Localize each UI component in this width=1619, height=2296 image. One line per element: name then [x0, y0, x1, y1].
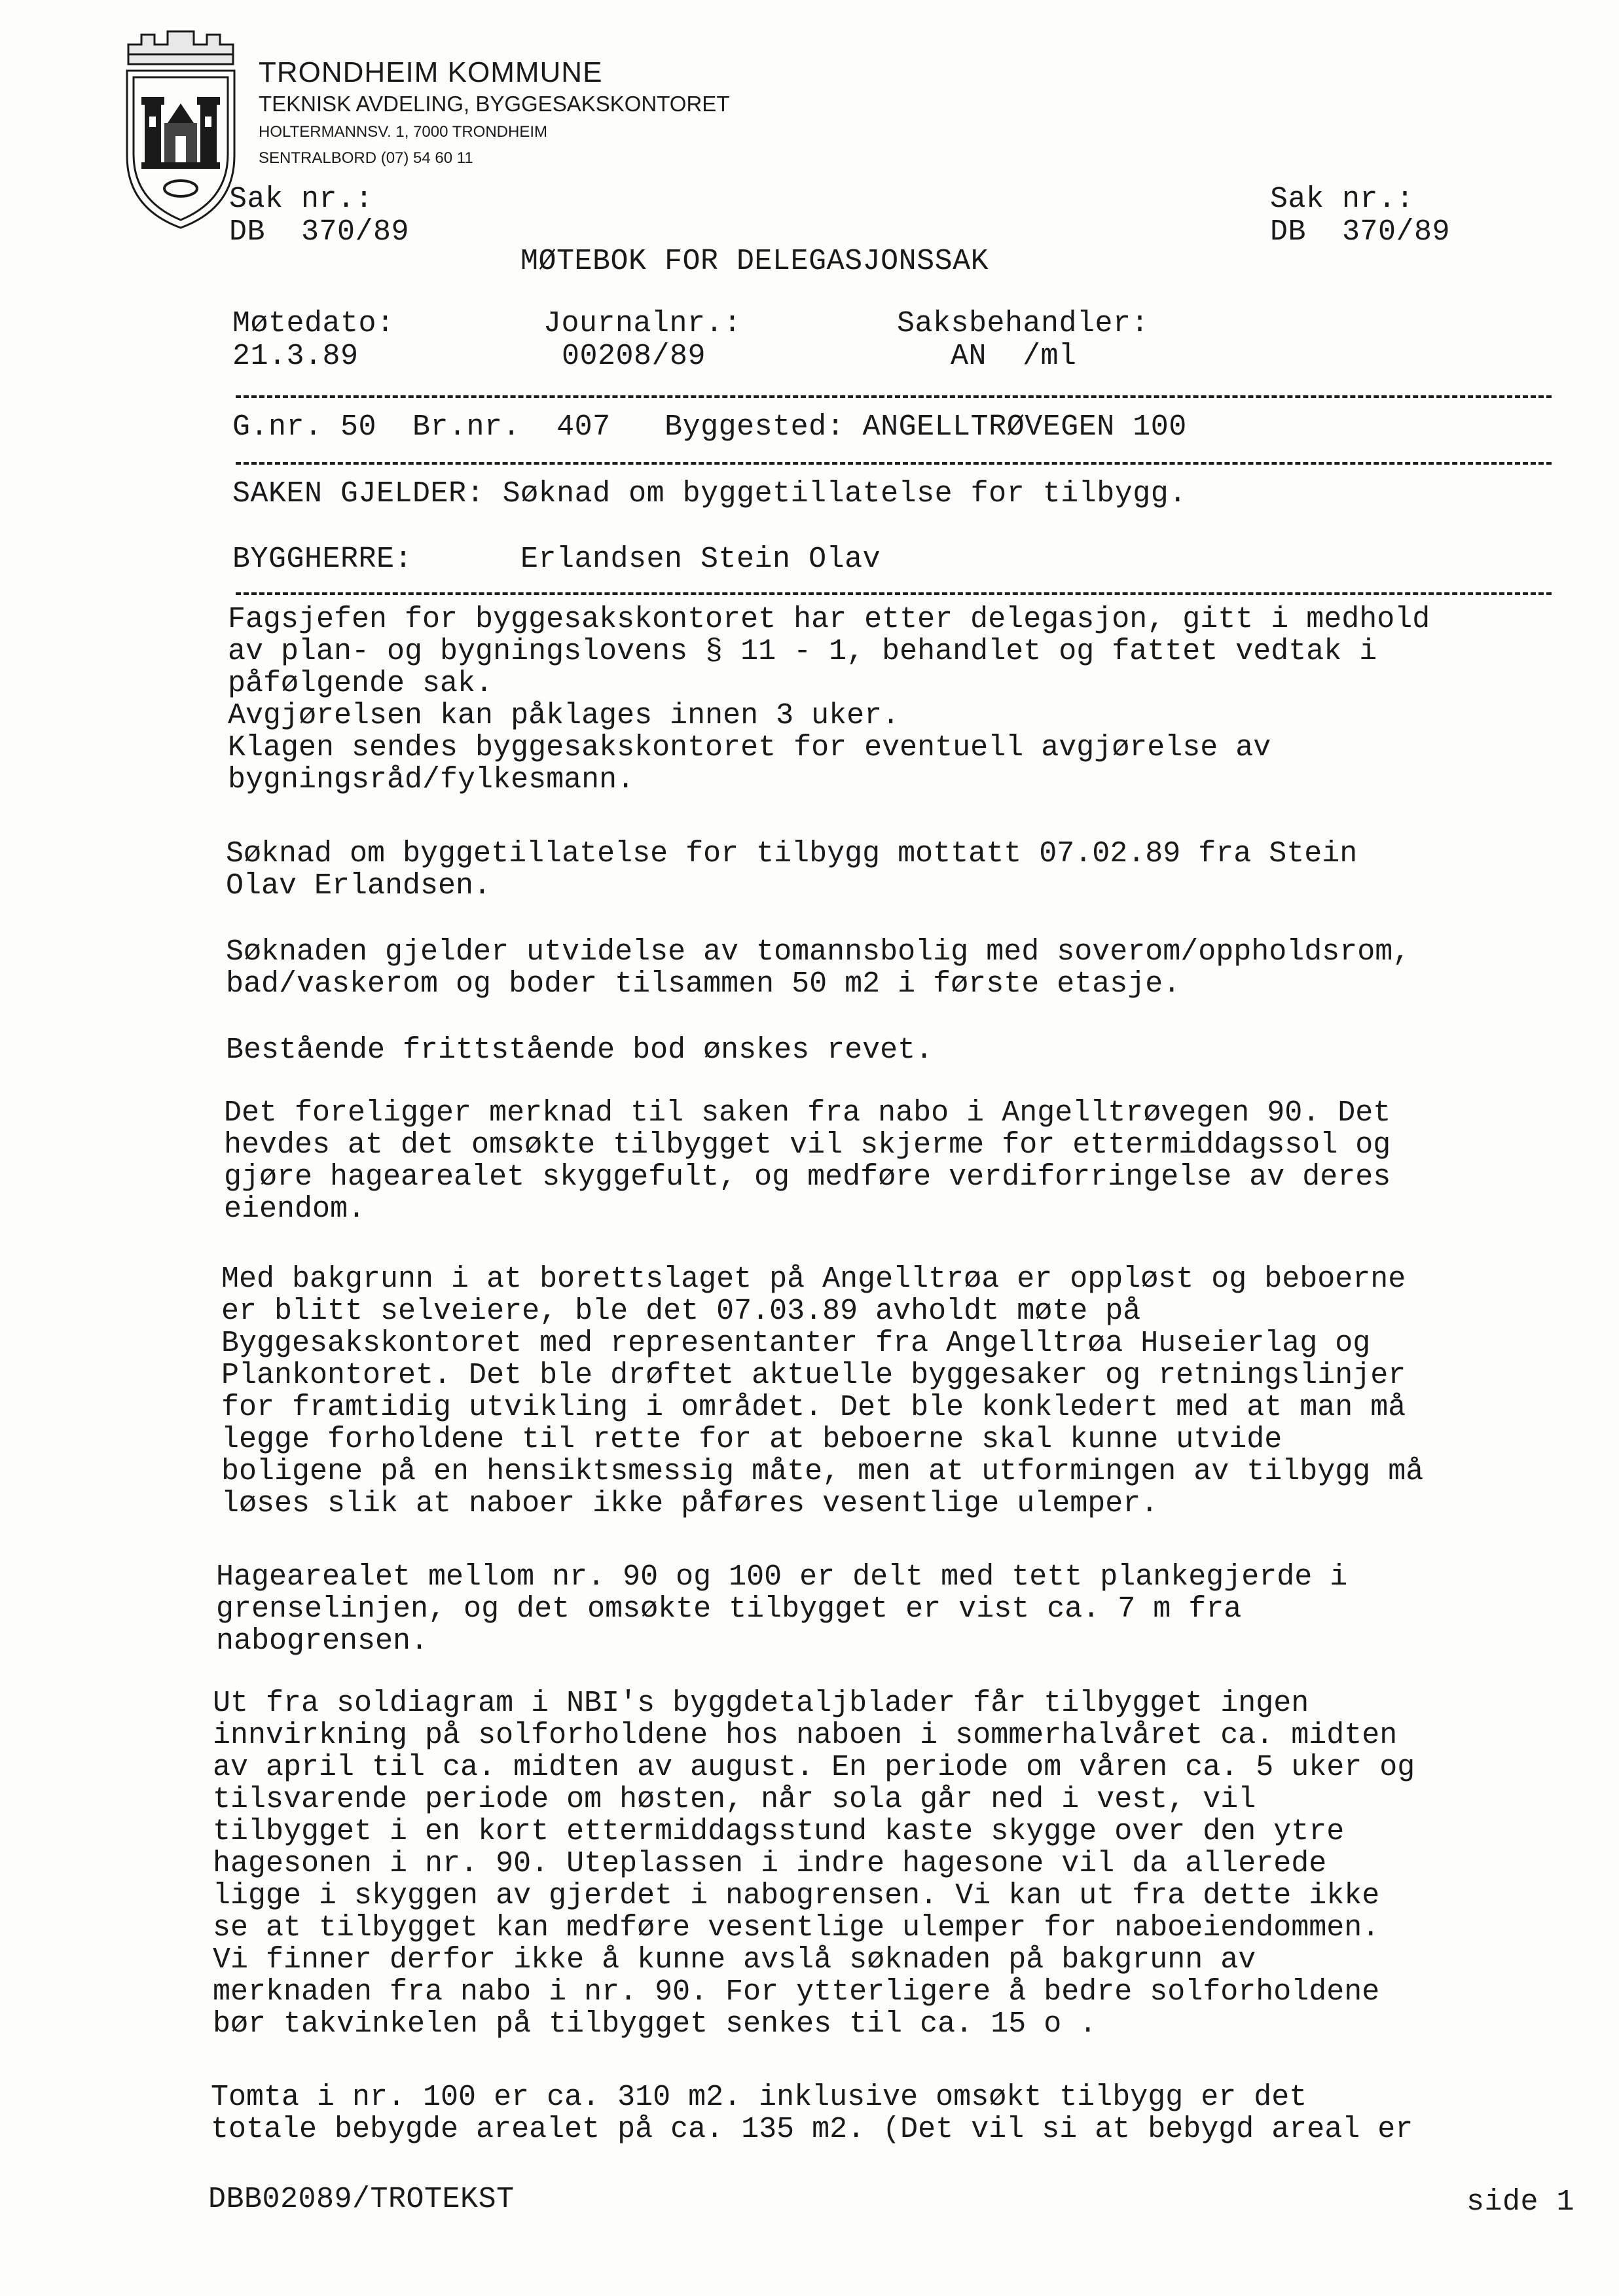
paragraph-received: Søknad om byggetillatelse for tilbygg mottatt 07.02.89 fra Stein Olav Erlandsen.: [226, 837, 1358, 903]
letterhead-org: TRONDHEIM KOMMUNE: [259, 56, 603, 88]
divider-1: [236, 395, 1552, 398]
sak-value-right: DB 370/89: [1270, 215, 1451, 249]
motedato-value: 21.3.89: [232, 340, 359, 373]
byggherre-label: BYGGHERRE:: [232, 543, 413, 576]
paragraph-delegation: Fagsjefen for byggesakskontoret har etter delegasjon, gitt i medhold av plan- og bygningslovens § 11 - 1, behandlet og fattet vedtak i påfølgende sak. Avgjørelsen kan påklages innen 3 uker. Klagen sendes byggesakskontoret for eventuell avgjørelse av bygningsråd/fylkesmann.: [228, 603, 1430, 797]
paragraph-plot: Tomta i nr. 100 er ca. 310 m2. inklusive omsøkt tilbygg er det totale bebygde arealet på ca. 135 m2. (Det vil si at bebygd areal er: [211, 2081, 1413, 2146]
footer-reference: DBB02089/TROTEKST: [208, 2183, 515, 2216]
journalnr-value: 00208/89: [562, 340, 706, 373]
motedato-label: Møtedato:: [232, 307, 395, 340]
sak-label-right: Sak nr.:: [1270, 183, 1415, 216]
trondheim-crest-logo: [115, 25, 246, 234]
journalnr-label: Journalnr.:: [543, 307, 742, 340]
document-title: MØTEBOK FOR DELEGASJONSSAK: [520, 245, 989, 278]
page-number: side 1: [1466, 2185, 1575, 2219]
paragraph-extension: Søknaden gjelder utvidelse av tomannsbolig med soverom/oppholdsrom, bad/vaskerom og boder tilsammen 50 m2 i første etasje.: [226, 935, 1411, 1001]
paragraph-shed: Bestående frittstående bod ønskes revet.: [226, 1033, 934, 1067]
letterhead-address: HOLTERMANNSV. 1, 7000 TRONDHEIM: [259, 123, 548, 141]
divider-3: [236, 592, 1552, 595]
divider-2: [236, 462, 1552, 465]
sak-label-left: Sak nr.:: [229, 183, 374, 216]
paragraph-sun-diagram: Ut fra soldiagram i NBI's byggdetaljblader får tilbygget ingen innvirkning på solforholdene hos naboen i sommerhalvåret ca. midten av april til ca. midten av august. En periode om våren ca. 5 uker og tilsvarende periode om høsten, når sola går ned i vest, vil tilbygget i en kort ettermiddagsstund kaste skygge over den ytre hagesonen i nr. 90. Uteplassen i indre hagesone vil da allerede ligge i skyggen av gjerdet i nabogrensen. Vi kan ut fra dette ikke se at tilbygget kan medføre vesentlige ulemper for naboeiendommen. Vi finner derfor ikke å kunne avslå søknaden på bakgrunn av merknaden fra nabo i nr. 90. For ytterligere å bedre solforholdene bør takvinkelen på tilbygget senkes til ca. 15 o .: [213, 1687, 1415, 2041]
byggherre-value: Erlandsen Stein Olav: [520, 543, 881, 576]
paragraph-background: Med bakgrunn i at borettslaget på Angelltrøa er oppløst og beboerne er blitt selveiere, ble det 07.03.89 avholdt møte på Byggesakskontoret med representanter fra Angelltrøa Huseierlag og Plankontoret. Det ble drøftet aktuelle byggesaker og retningslinjer for framtidig utvikling i området. Det ble konkledert med at man må legge forholdene til rette for at beboerne skal kunne utvide boligene på en hensiktsmessig måte, men at utformingen av tilbygg må løses slik at naboer ikke påføres vesentlige ulemper.: [221, 1263, 1424, 1520]
paragraph-neighbour: Det foreligger merknad til saken fra nabo i Angelltrøvegen 90. Det hevdes at det omsøkte tilbygget vil skjerme for ettermiddagssol og gjøre hagearealet skyggefult, og medføre verdiforringelse av deres eiendom.: [224, 1096, 1391, 1226]
saksbehandler-label: Saksbehandler:: [897, 307, 1150, 340]
saken-gjelder: SAKEN GJELDER: Søknad om byggetillatelse for tilbygg.: [232, 477, 1187, 511]
letterhead-phone: SENTRALBORD (07) 54 60 11: [259, 149, 473, 167]
property-line: G.nr. 50 Br.nr. 407 Byggested: ANGELLTRØVEGEN 100: [232, 410, 1187, 444]
letterhead-dept: TEKNISK AVDELING, BYGGESAKSKONTORET: [259, 92, 730, 116]
paragraph-garden: Hagearealet mellom nr. 90 og 100 er delt med tett plankegjerde i grenselinjen, og det omsøkte tilbygget er vist ca. 7 m fra nabogrensen.: [216, 1560, 1348, 1658]
saksbehandler-value: AN /ml: [951, 340, 1077, 373]
sak-value-left: DB 370/89: [229, 215, 410, 249]
